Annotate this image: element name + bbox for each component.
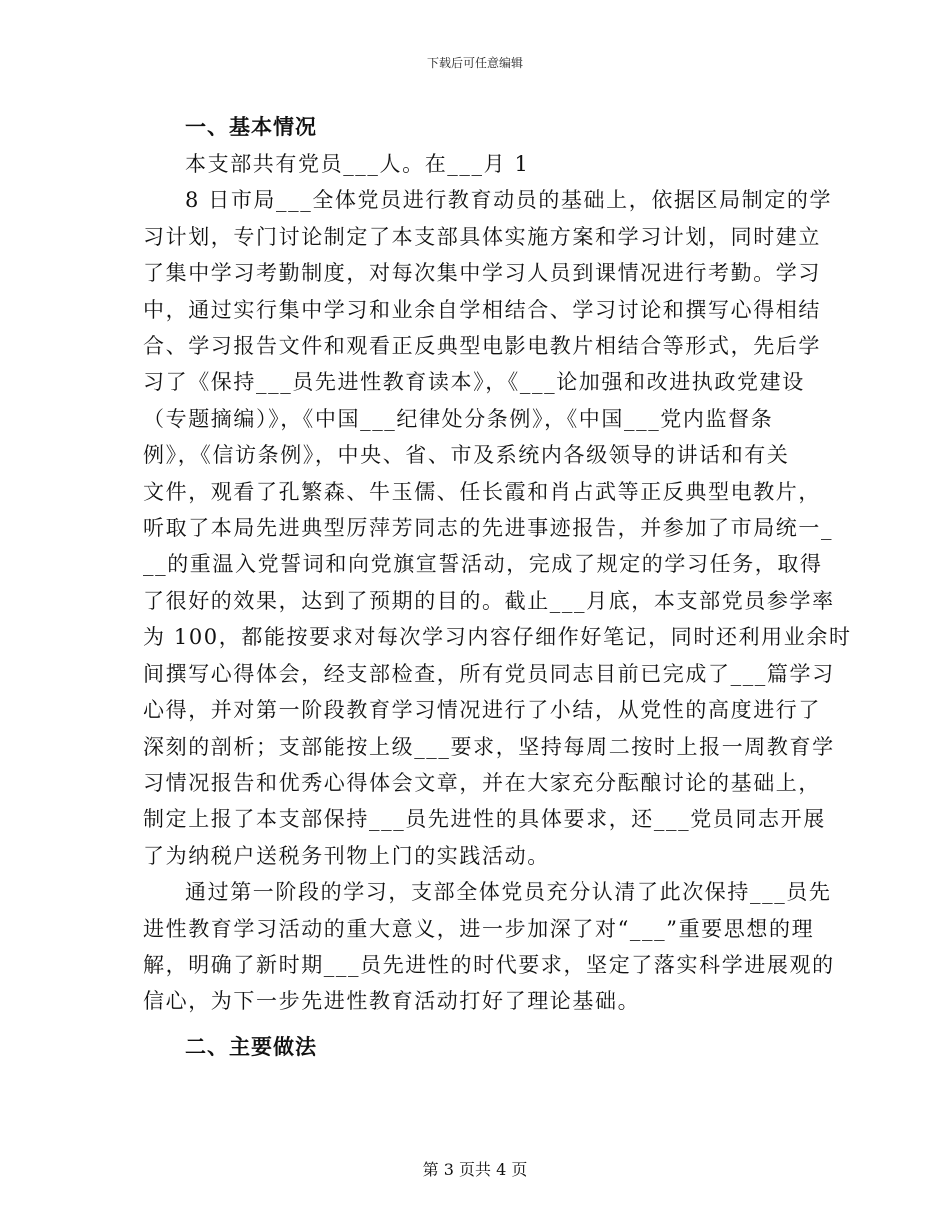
paragraph-line: （专题摘编）》，《中国___纪律处分条例》，《中国___党内监督条 — [143, 406, 774, 431]
paragraph-line: 了很好的效果，达到了预期的目的。截止___月底，本支部党员参学率 — [143, 588, 835, 613]
document-body — [143, 108, 852, 1066]
paragraph-study-results — [143, 874, 835, 1020]
paragraph-line: 深刻的剖析；支部能按上级___要求，坚持每周二按时上报一周教育学 — [143, 734, 835, 759]
paragraph-line: 信心，为下一步先进性教育活动打好了理论基础。 — [143, 989, 641, 1014]
paragraph-line: 解，明确了新时期___员先进性的时代要求，坚定了落实科学进展观的 — [143, 952, 835, 977]
paragraph-line: 习了《保持___员先进性教育读本》，《___论加强和改进执政党建设 — [143, 370, 805, 395]
paragraph-line: 心得，并对第一阶段教育学习情况进行了小结，从党性的高度进行了 — [143, 698, 821, 723]
paragraph-line: 制定上报了本支部保持___员先进性的具体要求，还___党员同志开展 — [143, 807, 826, 832]
paragraph-line: 通过第一阶段的学习，支部全体党员充分认清了此次保持___员先 — [185, 880, 832, 905]
page-number: 第 3 页共 4 页 — [422, 1160, 528, 1179]
paragraph-study-activities — [143, 182, 852, 874]
paragraph-line: 习情况报告和优秀心得体会文章，并在大家充分酝酿讨论的基础上， — [143, 770, 821, 795]
page-header: 下载后可任意编辑 — [426, 56, 523, 70]
paragraph-line: 间撰写心得体会，经支部检查，所有党员同志目前已完成了___篇学习 — [143, 661, 835, 686]
paragraph-line: 合、学习报告文件和观看正反典型电影电教片相结合等形式，先后学 — [143, 334, 821, 359]
paragraph-line: 为 100，都能按要求对每次学习内容仔细作好笔记，同时还利用业余时 — [143, 625, 852, 650]
paragraph-line: 例》，《信访条例》，中央、省、市及系统内各级领导的讲话和有关 — [143, 443, 790, 468]
paragraph-line: 进性教育学习活动的重大意义，进一步加深了对“___”重要思想的理 — [143, 916, 815, 941]
paragraph-line: 中，通过实行集中学习和业余自学相结合、学习讨论和撰写心得相结 — [143, 297, 821, 322]
section-heading-main-practices: 二、主要做法 — [185, 1033, 317, 1059]
paragraph-line: 8 日市局___全体党员进行教育动员的基础上，依据区局制定的学 — [185, 188, 833, 213]
paragraph-line: 文件，观看了孔繁森、牛玉儒、任长霞和肖占武等正反典型电教片， — [143, 479, 821, 504]
paragraph-line: __的重温入党誓词和向党旗宣誓活动，完成了规定的学习任务，取得 — [143, 552, 823, 577]
paragraph-line: 本支部共有党员___人。在___月 1 — [185, 152, 530, 176]
paragraph-line: 了为纳税户送税务刊物上门的实践活动。 — [143, 843, 550, 868]
paragraph-line: 了集中学习考勤制度，对每次集中学习人员到课情况进行考勤。学习 — [143, 261, 821, 286]
paragraph-line: 习计划，专门讨论制定了本支部具体实施方案和学习计划，同时建立 — [143, 224, 821, 249]
paragraph-line: 听取了本局先进典型厉萍芳同志的先进事迹报告，并参加了市局统一_ — [143, 516, 834, 541]
section-heading-basic-situation: 一、基本情况 — [185, 114, 317, 139]
